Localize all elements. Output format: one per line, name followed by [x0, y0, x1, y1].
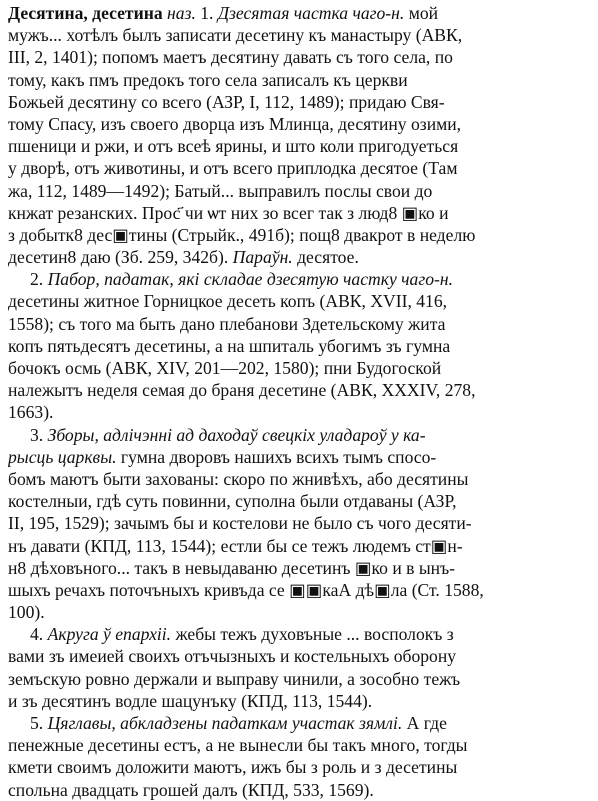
- sense-gloss: рысць царквы.: [8, 446, 117, 467]
- text-line: бомъ маютъ быти захованы: скоро по жнивѣхъ, або десятины: [8, 468, 469, 489]
- sense-4: [8, 623, 590, 712]
- text-line: мужъ... хотѣлъ былъ записати десетину къ манастыру (АВК,: [8, 25, 463, 46]
- text-line: и зъ десятинъ водле шацунъку (КПД, 113, 1544).: [8, 690, 373, 711]
- headword: Десятина, десетина: [8, 3, 163, 23]
- text-line: з добытк8 дес▣тины (Стрыйк., 491б); пощ8 двакрот в неделю: [8, 224, 476, 245]
- sense-gloss: Акруга ў епархіі.: [43, 624, 172, 645]
- text-line: [8, 2, 590, 24]
- citation-text: мой: [404, 3, 439, 23]
- cross-reference-label: Параўн.: [228, 247, 293, 268]
- citation-text: жебы тежъ духовъные ... восполокъ з: [171, 624, 454, 645]
- sense-gloss: Дзесятая частка чаго-н.: [213, 3, 405, 23]
- text-line: пенежные десетины естъ, а не вынесли бы такъ много, тогды: [8, 735, 468, 756]
- text-line: пшеници и ржи, и отъ всеѣ ярины, и што коли пригодуеться: [8, 136, 459, 157]
- cross-reference-target: десятое.: [292, 247, 359, 268]
- text-line: [8, 268, 590, 290]
- sense-3: [8, 424, 590, 624]
- text-line: вами зъ имеией своихъ отъчызныхъ и костельныхъ оборону: [8, 646, 457, 667]
- citation-text: гумна дворовъ нашихъ всихъ тымъ спосо-: [116, 446, 437, 467]
- text-line: Божьей десятину со всего (АЗР, I, 112, 1489); придаю Свя-: [8, 91, 445, 112]
- text-line: у дворѣ, отъ животины, и отъ всего приплодка десятое (Там: [8, 158, 458, 179]
- text-line: [8, 712, 590, 734]
- text-line: III, 2, 1401); попомъ маетъ десятину давать съ того села, по: [8, 47, 453, 68]
- text-line: шыхъ речахъ поточъныхъ кривъда се ▣▣каА дѣ▣ла (Ст. 1588,: [8, 579, 484, 600]
- text-line: [8, 424, 590, 446]
- text-line: [8, 623, 590, 645]
- sense-gloss: Зборы, адлічэнні ад даходаў свецкіх уладароў у ка-: [43, 424, 426, 445]
- text-line: II, 195, 1529); зачымъ бы и костелови не было съ чого десяти-: [8, 513, 472, 534]
- text-line: 100).: [8, 602, 45, 623]
- text-line: тому, какъ пмъ предокъ того села записалъ къ церкви: [8, 69, 408, 90]
- text-line: належытъ неделя семая до браня десетине (АВК, XXXIV, 278,: [8, 380, 476, 401]
- sense-5: [8, 712, 590, 801]
- text-line: тому Спасу, изъ своего дворца изъ Млинца, десятину озими,: [8, 113, 462, 134]
- text-line: кмети своимъ доложити маютъ, ижъ бы з роль и з десетины: [8, 757, 458, 778]
- sense-number: 3.: [30, 424, 44, 445]
- sense-gloss: Пабор, падатак, які складае дзесятую частку чаго-н.: [43, 269, 454, 290]
- citation-text: десетин8 даю (Зб. 259, 342б).: [8, 247, 229, 268]
- text-line: [8, 446, 590, 468]
- sense-number: 2.: [30, 269, 44, 290]
- sense-number: 5.: [30, 713, 44, 733]
- text-line: 1558); съ того ма быть дано плебанови Здетельскому жита: [8, 313, 446, 334]
- sense-number: 1.: [200, 3, 214, 23]
- citation-text: А где: [402, 713, 447, 733]
- text-line: земъскую ровно держали и выправу чинили, а зособно тежъ: [8, 668, 461, 689]
- sense-2: [8, 268, 590, 423]
- text-line: бочокъ осмь (АВК, XIV, 201—202, 1580); пни Будогоской: [8, 358, 442, 378]
- sense-gloss: Цяглавы, абкладзены падаткам участак зямлі.: [43, 713, 403, 733]
- text-line: 1663).: [8, 402, 54, 423]
- grammar-label: наз.: [162, 3, 201, 23]
- text-line: кнжат резанских. Прос҃ чи ѡт них зо всег так з люд8 ▣ко и: [8, 202, 449, 223]
- text-line: жа, 112, 1489—1492); Батый... выправилъ послы свои до: [8, 180, 433, 201]
- text-line: десетины житное Горницкое десеть копъ (АВК, XVII, 416,: [8, 291, 448, 312]
- text-line: н8 дѣховъного... такъ в невыдаваню десетинъ ▣ко и в ынъ-: [8, 557, 456, 578]
- text-line: [8, 246, 590, 268]
- sense-1: [8, 2, 590, 268]
- text-line: спольна двадцать грошей далъ (КПД, 533, 1569).: [8, 779, 374, 800]
- text-line: копъ пятьдесятъ десетины, а на шпиталь убогимъ зъ гумна: [8, 335, 451, 356]
- sense-number: 4.: [30, 624, 44, 645]
- text-line: костелныи, гдѣ суть повинни, суполна были отдаваны (АЗР,: [8, 491, 457, 512]
- text-line: нъ давати (КПД, 113, 1544); естли бы се тежъ людемъ ст▣н-: [8, 535, 463, 556]
